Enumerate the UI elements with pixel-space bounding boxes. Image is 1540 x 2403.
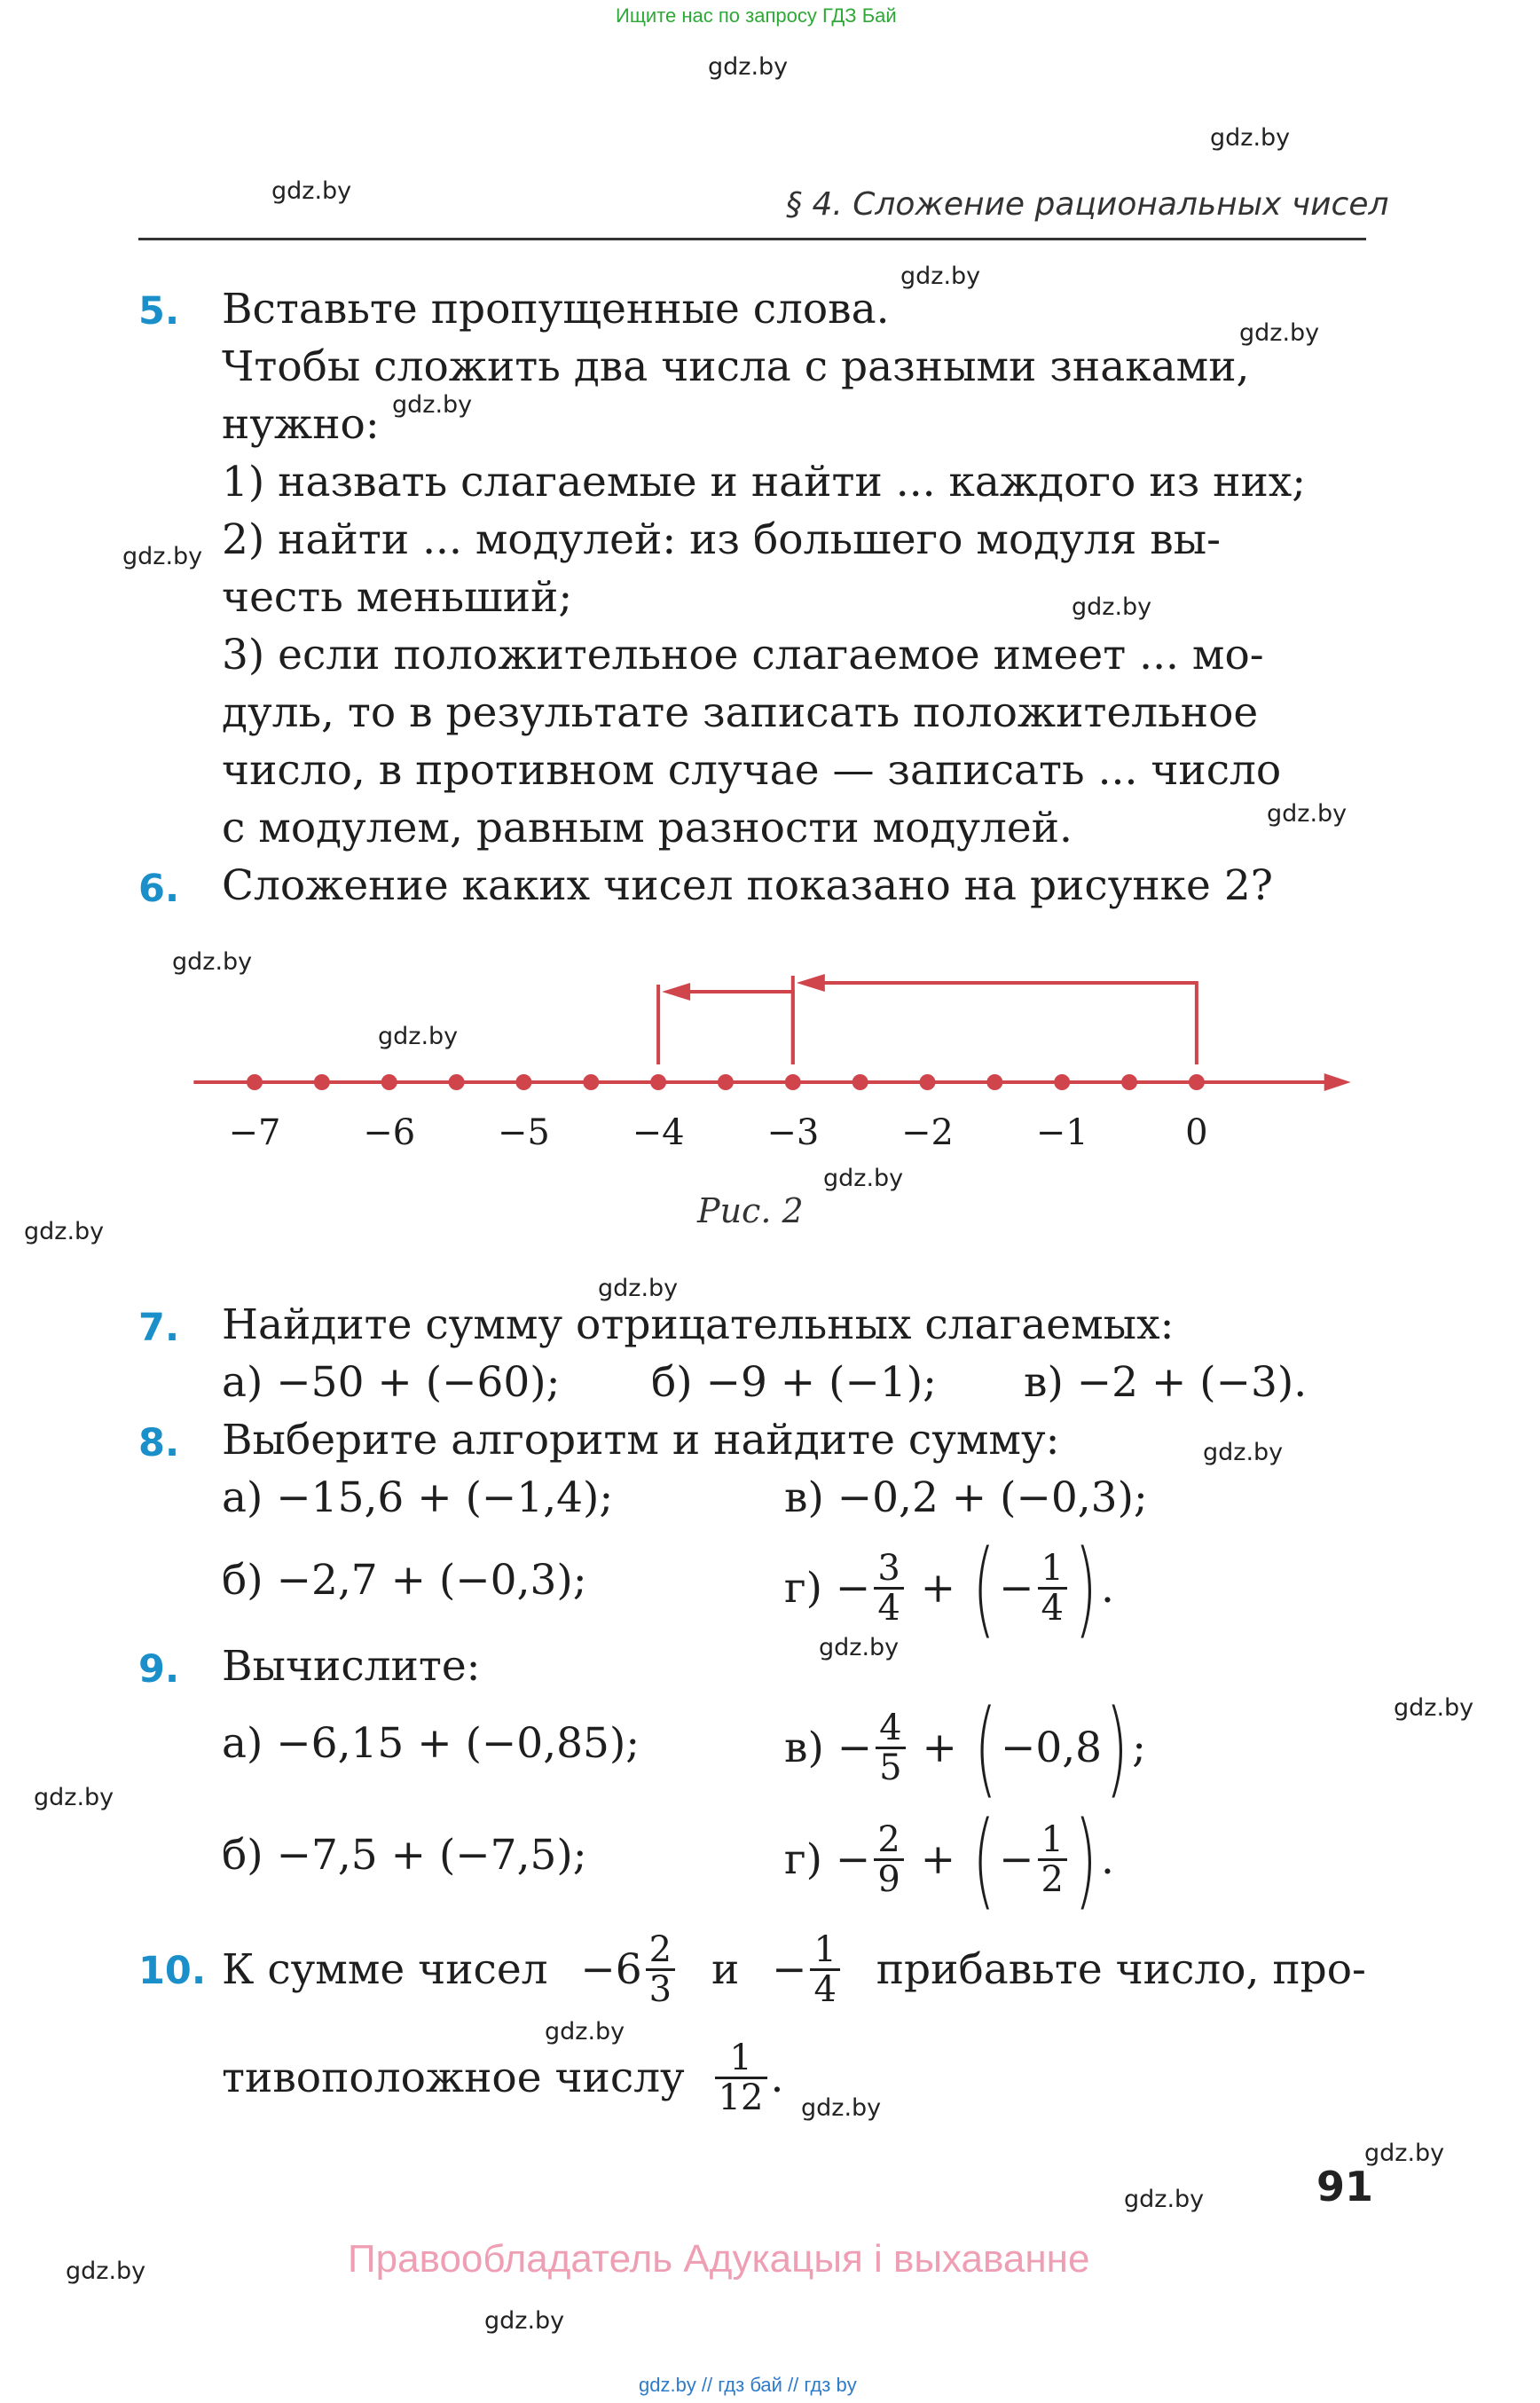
- watermark: gdz.by: [1394, 1694, 1474, 1722]
- section-title: § 4. Сложение рациональных чисел: [786, 186, 1389, 223]
- axis-arrowhead: [1324, 1073, 1351, 1091]
- task9-item-a: а) −6,15 + (−0,85);: [222, 1719, 640, 1768]
- watermark: gdz.by: [271, 177, 352, 205]
- watermark: gdz.by: [708, 53, 789, 81]
- task7-item-a: а) −50 + (−60);: [222, 1358, 561, 1407]
- number-line-point: [247, 1074, 263, 1090]
- jump-arrowhead: [662, 983, 690, 1001]
- watermark: gdz.by: [172, 948, 253, 976]
- tick-label: −5: [497, 1112, 550, 1153]
- task9-item-g: г) − $\frac{2}{9}$ + ( − $\frac{1}{2}$ ) .: [784, 1798, 1114, 1920]
- task-number: 5.: [138, 289, 180, 334]
- number-line-point: [515, 1074, 531, 1090]
- task5-line: Чтобы сложить два числа с разными знаками,: [222, 342, 1250, 391]
- number-line-point: [1054, 1074, 1070, 1090]
- watermark: gdz.by: [392, 391, 473, 419]
- task6-text: Сложение каких чисел показано на рисунке 2?: [222, 861, 1273, 910]
- tick-label: −3: [766, 1112, 820, 1153]
- watermark: gdz.by: [819, 1634, 900, 1661]
- number-line-point: [920, 1074, 936, 1090]
- task10-line1: К сумме чисел −6 $\frac{2}{3}$ и − $\frac{1}{4}$ прибавьте число, про-: [222, 1928, 1366, 2010]
- watermark: gdz.by: [1210, 124, 1291, 152]
- task10-line2: тивоположное числу $\frac{1}{12}$ .: [222, 2037, 784, 2118]
- task8-text: Выберите алгоритм и найдите сумму:: [222, 1416, 1060, 1465]
- task8-item-b: б) −2,7 + (−0,3);: [222, 1556, 587, 1605]
- task-number: 7.: [138, 1306, 180, 1350]
- watermark: gdz.by: [1239, 319, 1320, 347]
- watermark: gdz.by: [598, 1275, 679, 1302]
- copyright-notice: Правообладатель Адукацыя і выхаванне: [348, 2237, 1090, 2281]
- number-line-point: [785, 1074, 801, 1090]
- jump-arrowhead: [797, 974, 825, 992]
- task-number: 6.: [138, 867, 180, 911]
- task5-line: 2) найти ... модулей: из большего модуля вы-: [222, 515, 1222, 564]
- number-line-point: [852, 1074, 868, 1090]
- watermark: gdz.by: [34, 1784, 114, 1811]
- watermark: gdz.by: [1072, 593, 1152, 621]
- tick-label: −4: [632, 1112, 685, 1153]
- task5-line: Вставьте пропущенные слова.: [222, 285, 890, 334]
- task9-item-v: в) − $\frac{4}{5}$ + ( −0,8 ) ;: [784, 1686, 1146, 1809]
- header-rule: [138, 238, 1366, 240]
- tick-label: −2: [901, 1112, 954, 1153]
- watermark: gdz.by: [900, 263, 981, 290]
- watermark: gdz.by: [66, 2258, 146, 2285]
- task9-text: Вычислите:: [222, 1642, 481, 1691]
- watermark: gdz.by: [801, 2094, 882, 2122]
- task7-text: Найдите сумму отрицательных слагаемых:: [222, 1300, 1175, 1349]
- bottom-links[interactable]: gdz.by // гдз бай // гдз by: [639, 2374, 857, 2396]
- watermark: gdz.by: [1267, 800, 1348, 828]
- number-line-point: [650, 1074, 666, 1090]
- watermark: gdz.by: [378, 1023, 459, 1050]
- watermark: gdz.by: [24, 1218, 105, 1245]
- number-line-point: [1121, 1074, 1137, 1090]
- watermark: gdz.by: [1203, 1439, 1284, 1466]
- task7-item-b: б) −9 + (−1);: [651, 1358, 937, 1407]
- jump-arrow: [688, 992, 793, 1064]
- task9-item-b: б) −7,5 + (−7,5);: [222, 1831, 587, 1880]
- watermark: gdz.by: [1364, 2140, 1445, 2167]
- task-number: 10.: [138, 1949, 207, 1993]
- watermark: gdz.by: [122, 543, 203, 570]
- task8-item-a: а) −15,6 + (−1,4);: [222, 1473, 614, 1522]
- tick-label: 0: [1185, 1112, 1208, 1153]
- jump-arrow: [823, 983, 1197, 1064]
- task-number: 9.: [138, 1647, 180, 1692]
- number-line-point: [314, 1074, 330, 1090]
- task5-line: 3) если положительное слагаемое имеет ... мо-: [222, 631, 1264, 679]
- figure-caption: Рис. 2: [697, 1191, 804, 1230]
- number-line-figure: [0, 958, 1540, 1198]
- number-line-point: [583, 1074, 599, 1090]
- number-line-point: [449, 1074, 465, 1090]
- task8-item-v: в) −0,2 + (−0,3);: [784, 1473, 1148, 1522]
- task5-line: число, в противном случае — записать ... число: [222, 746, 1282, 795]
- tick-label: −1: [1035, 1112, 1088, 1153]
- tick-label: −7: [228, 1112, 281, 1153]
- task5-line: честь меньший;: [222, 573, 573, 622]
- task-number: 8.: [138, 1421, 180, 1465]
- watermark: gdz.by: [823, 1165, 904, 1192]
- page-number: 91: [1316, 2163, 1374, 2211]
- watermark: gdz.by: [484, 2307, 565, 2335]
- watermark: gdz.by: [1124, 2186, 1205, 2213]
- task5-line: с модулем, равным разности модулей.: [222, 804, 1072, 852]
- task5-line: дуль, то в результате записать положительное: [222, 688, 1259, 737]
- number-line-point: [718, 1074, 734, 1090]
- watermark: gdz.by: [545, 2018, 625, 2046]
- tick-label: −6: [363, 1112, 416, 1153]
- number-line-point: [986, 1074, 1002, 1090]
- number-line-point: [1189, 1074, 1205, 1090]
- task5-line: 1) назвать слагаемые и найти ... каждого из них;: [222, 458, 1307, 507]
- task8-item-g: г) − $\frac{3}{4}$ + ( − $\frac{1}{4}$ ) .: [784, 1527, 1114, 1649]
- task7-item-v: в) −2 + (−3).: [1024, 1358, 1308, 1407]
- top-search-link[interactable]: Ищите нас по запросу ГДЗ Бай: [616, 4, 897, 27]
- number-line-point: [381, 1074, 397, 1090]
- task5-line: нужно:: [222, 400, 380, 449]
